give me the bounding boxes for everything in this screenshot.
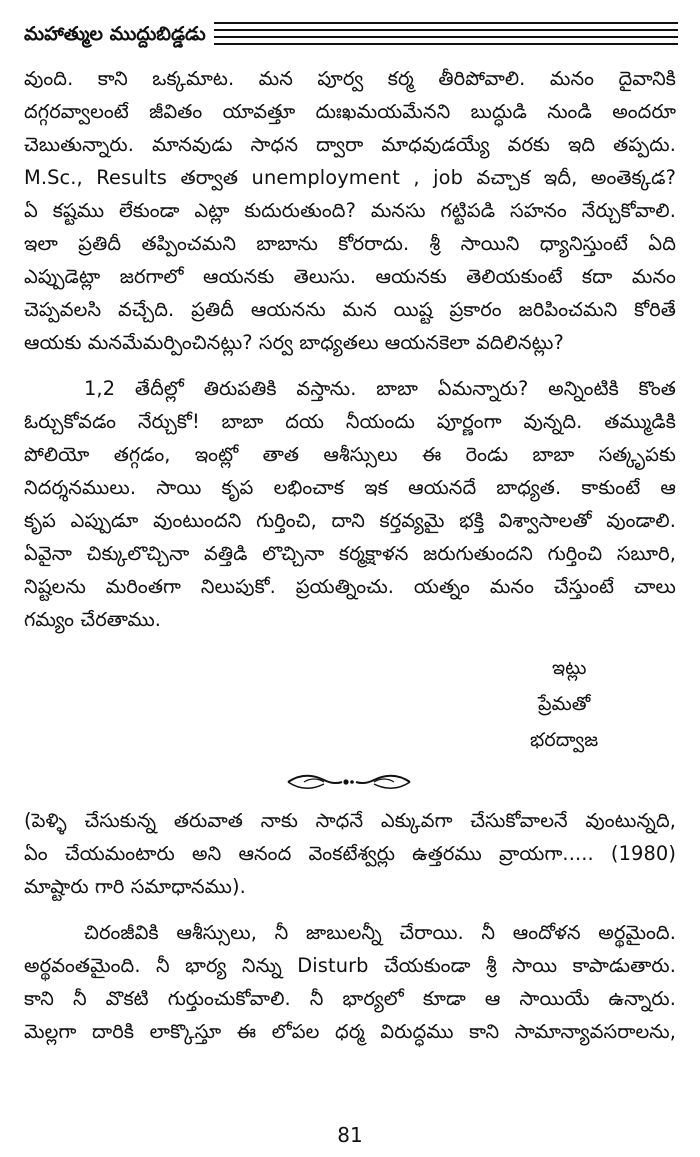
running-title: మహాత్ముల ముద్దుబిడ్డడు xyxy=(24,23,206,45)
context-note xyxy=(24,804,676,903)
text-line: ఇలా ప్రతిదీ తప్పించమని బాబాను కోరరాదు. శ్రీ సాయిని ధ్యానిస్తుంటే ఏది xyxy=(24,232,676,255)
header-rule xyxy=(214,36,678,38)
page-number: 81 xyxy=(337,1123,363,1147)
section-divider-ornament xyxy=(24,764,676,804)
header-rule xyxy=(214,22,678,24)
header-rule xyxy=(214,43,678,45)
text-line: 1,2 తేదీల్లో తిరుపతికి వస్తాను. బాబా ఏమన్నారు? అన్నింటికి కొంత xyxy=(84,377,676,400)
letter-paragraph-2 xyxy=(24,372,676,636)
text-line: కాని నీ వొకటి గుర్తుంచుకోవాలి. నీ భార్యలో కూడా ఆ సాయియే ఉన్నారు. xyxy=(24,987,676,1010)
page-body xyxy=(24,62,676,1048)
text-line: ఏం చేయమంటారు అని ఆనంద వెంకటేశ్వర్లు ఉత్తరము వ్రాయగా..... (1980) xyxy=(24,842,676,865)
running-header xyxy=(24,18,678,54)
paragraph-gap xyxy=(24,903,676,916)
text-line: పోలియో తగ్గడం, ఇంట్లో తాత ఆశీస్సులు ఈ రెండు బాబా సత్కృపకు xyxy=(24,443,676,466)
text-line: మాష్టారు గారి సమాధానము). xyxy=(24,875,246,898)
text-line: ఓర్చుకోవడం నేర్చుకో! బాబా దయ నీయందు పూర్ణంగా వున్నది. తమ్ముడికి xyxy=(24,410,676,433)
signature-name: భరద్వాజ xyxy=(530,729,599,751)
header-rules xyxy=(214,20,678,48)
text-line: చెబుతున్నారు. మానవుడు సాధన ద్వారా మాధవుడయ్యే వరకు ఇది తప్పదు. xyxy=(24,133,676,156)
text-line: మెల్లగా దారికి లాక్కొస్తూ ఈ లోపల ధర్మ విరుద్ధము కాని సామాన్యావసరాలను, xyxy=(24,1020,676,1043)
text-line: కృప ఎప్పుడూ వుంటుందని గుర్తించి, దాని కర్తవ్యమై భక్తి విశ్వాసాలతో వుండాలి. xyxy=(24,509,676,532)
signature-closing: ఇట్లు xyxy=(552,657,587,679)
text-line: వుంది. కాని ఒక్కమాట. మన పూర్వ కర్మ తీరిపోవాలి. మనం దైవానికి xyxy=(24,67,676,90)
text-line: ఆయకు మనమేమర్పించినట్లు? సర్వ బాధ్యతలు ఆయనకెలా వదిలినట్లు? xyxy=(24,331,564,354)
letter-signature xyxy=(530,650,670,758)
text-line: M.Sc., Results తర్వాత unemployment , job వచ్చాక ఇదీ, అంతెక్కడ? xyxy=(24,166,676,189)
text-line: అర్థవంతమైంది. నీ భార్య నిన్ను Disturb చేయకుండా శ్రీ సాయి కాపాడుతారు. xyxy=(24,954,676,977)
text-line: నిష్టలను మరింతగా నిలుపుకో. ప్రయత్నించు. యత్నం మనం చేస్తుంటే చాలు xyxy=(24,575,676,598)
text-line: ఏ కష్టము లేకుండా ఎట్లా కుదురుతుంది? మనసు గట్టిపడి సహనం నేర్చుకోవాలి. xyxy=(24,199,676,222)
paragraph-gap xyxy=(24,359,676,372)
text-line: గమ్యం చేరతాము. xyxy=(24,608,162,631)
text-line: ఏవైనా చిక్కులొచ్చినా వత్తిడి లొచ్చినా కర్మక్షాళన జరుగుతుందని గుర్తించి సబూరి, xyxy=(24,542,676,565)
flourish-divider-icon xyxy=(284,770,414,794)
signature-regards: ప్రేమతో xyxy=(538,693,591,715)
letter-paragraph-1 xyxy=(24,62,676,359)
header-rule xyxy=(214,29,678,31)
reply-paragraph xyxy=(24,916,676,1048)
text-line: నిదర్శనములు. సాయి కృప లభించాక ఇక ఆయనదే బాధ్యత. కాకుంటే ఆ xyxy=(24,476,676,499)
text-line: ఎప్పుడెట్లా జరగాలో ఆయనకు తెలుసు. ఆయనకు తెలియకుంటే కదా మనం xyxy=(24,265,676,288)
text-line: దగ్గరవ్వాలంటే జీవితం యావత్తూ దుఃఖమయమేనని బుద్ధుడి నుండి అందరూ xyxy=(24,100,676,123)
text-line: చిరంజీవికి ఆశీస్సులు, నీ జాబులన్నీ చేరాయి. నీ ఆందోళన అర్థమైంది. xyxy=(84,921,676,944)
text-line: చెప్పవలసి వచ్చేది. ప్రతిదీ ఆయనను మన యిష్ట ప్రకారం జరిపించమని కోరితే xyxy=(24,298,676,321)
text-line: (పెళ్ళి చేసుకున్న తరువాత నాకు సాధనే ఎక్కువగా చేసుకోవాలనే వుంటున్నది, xyxy=(24,809,676,832)
